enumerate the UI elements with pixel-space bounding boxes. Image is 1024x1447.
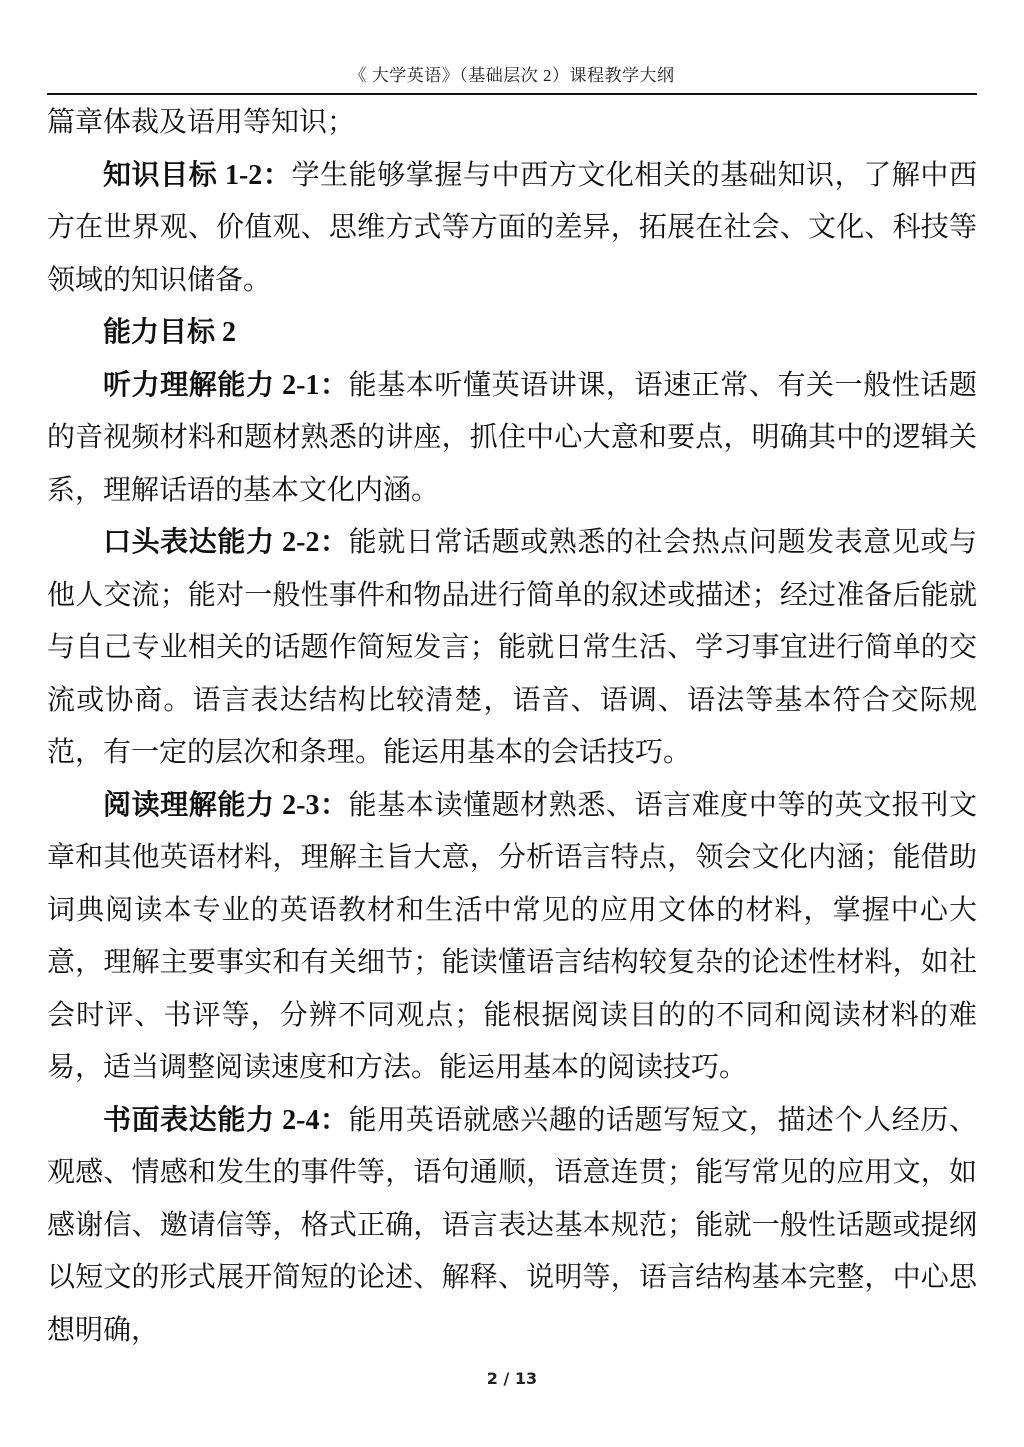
page-footer <box>47 1369 977 1388</box>
paragraph-ability-goal-2-heading <box>47 307 977 360</box>
paragraph-lead: 口头表达能力 2-2： <box>103 527 349 558</box>
paragraph-text: 篇章体裁及语用等知识； <box>47 107 356 138</box>
page-header <box>47 0 977 95</box>
paragraph-speaking-ability-2-2 <box>47 517 977 780</box>
paragraph-lead: 阅读理解能力 2-3： <box>103 789 349 821</box>
document-body <box>47 97 977 1357</box>
paragraph-lead: 书面表达能力 2-4： <box>103 1104 349 1136</box>
paragraph-knowledge-goal-1-2 <box>47 150 977 308</box>
paragraph-text: 能就日常话题或熟悉的社会热点问题发表意见或与他人交流；能对一般性事件和物品进行简单的叙述或描述；经过准备后能就与自己专业相关的话题作简短发言；能就日常生活、学习事宜进行简单的交流或协商。语言表达结构比较清楚，语音、语调、语法等基本符合交际规范，有一定的层次和条理。能运用基本的会话技巧。 <box>47 527 977 768</box>
paragraph-lead: 能力目标 2 <box>103 317 237 348</box>
paragraph-text: 能用英语就感兴趣的话题写短文，描述个人经历、观感、情感和发生的事件等，语句通顺，语意连贯；能写常见的应用文，如感谢信、邀请信等，格式正确，语言表达基本规范；能就一般性话题或提纲以短文的形式展开简短的论述、解释、说明等，语言结构基本完整，中心思想明确， <box>47 1104 977 1346</box>
paragraph-text: 学生能够掌握与中西方文化相关的基础知识，了解中西方在世界观、价值观、思维方式等方面的差异，拓展在社会、文化、科技等领域的知识储备。 <box>47 159 977 296</box>
paragraph-lead: 听力理解能力 2-1： <box>103 369 349 401</box>
paragraph-listening-ability-2-1 <box>47 360 977 518</box>
page-number: 2 / 13 <box>486 1369 538 1388</box>
paragraph-text: 能基本听懂英语讲课，语速正常、有关一般性话题的音视频材料和题材熟悉的讲座，抓住中心大意和要点，明确其中的逻辑关系，理解话语的基本文化内涵。 <box>47 369 977 506</box>
paragraph-continuation <box>47 97 977 150</box>
paragraph-text: 能基本读懂题材熟悉、语言难度中等的英文报刊文章和其他英语材料，理解主旨大意，分析语言特点，领会文化内涵；能借助词典阅读本专业的英语教材和生活中常见的应用文体的材料，掌握中心大意，理解主要事实和有关细节；能读懂语言结构较复杂的论述性材料，如社会时评、书评等，分辨不同观点；能根据阅读目的的不同和阅读材料的难易，适当调整阅读速度和方法。能运用基本的阅读技巧。 <box>47 789 977 1083</box>
header-title: 《 大学英语》（基础层次 2）课程教学大纲 <box>349 66 675 85</box>
paragraph-writing-ability-2-4 <box>47 1095 977 1358</box>
paragraph-reading-ability-2-3 <box>47 780 977 1095</box>
paragraph-lead: 知识目标 1-2： <box>103 159 292 191</box>
